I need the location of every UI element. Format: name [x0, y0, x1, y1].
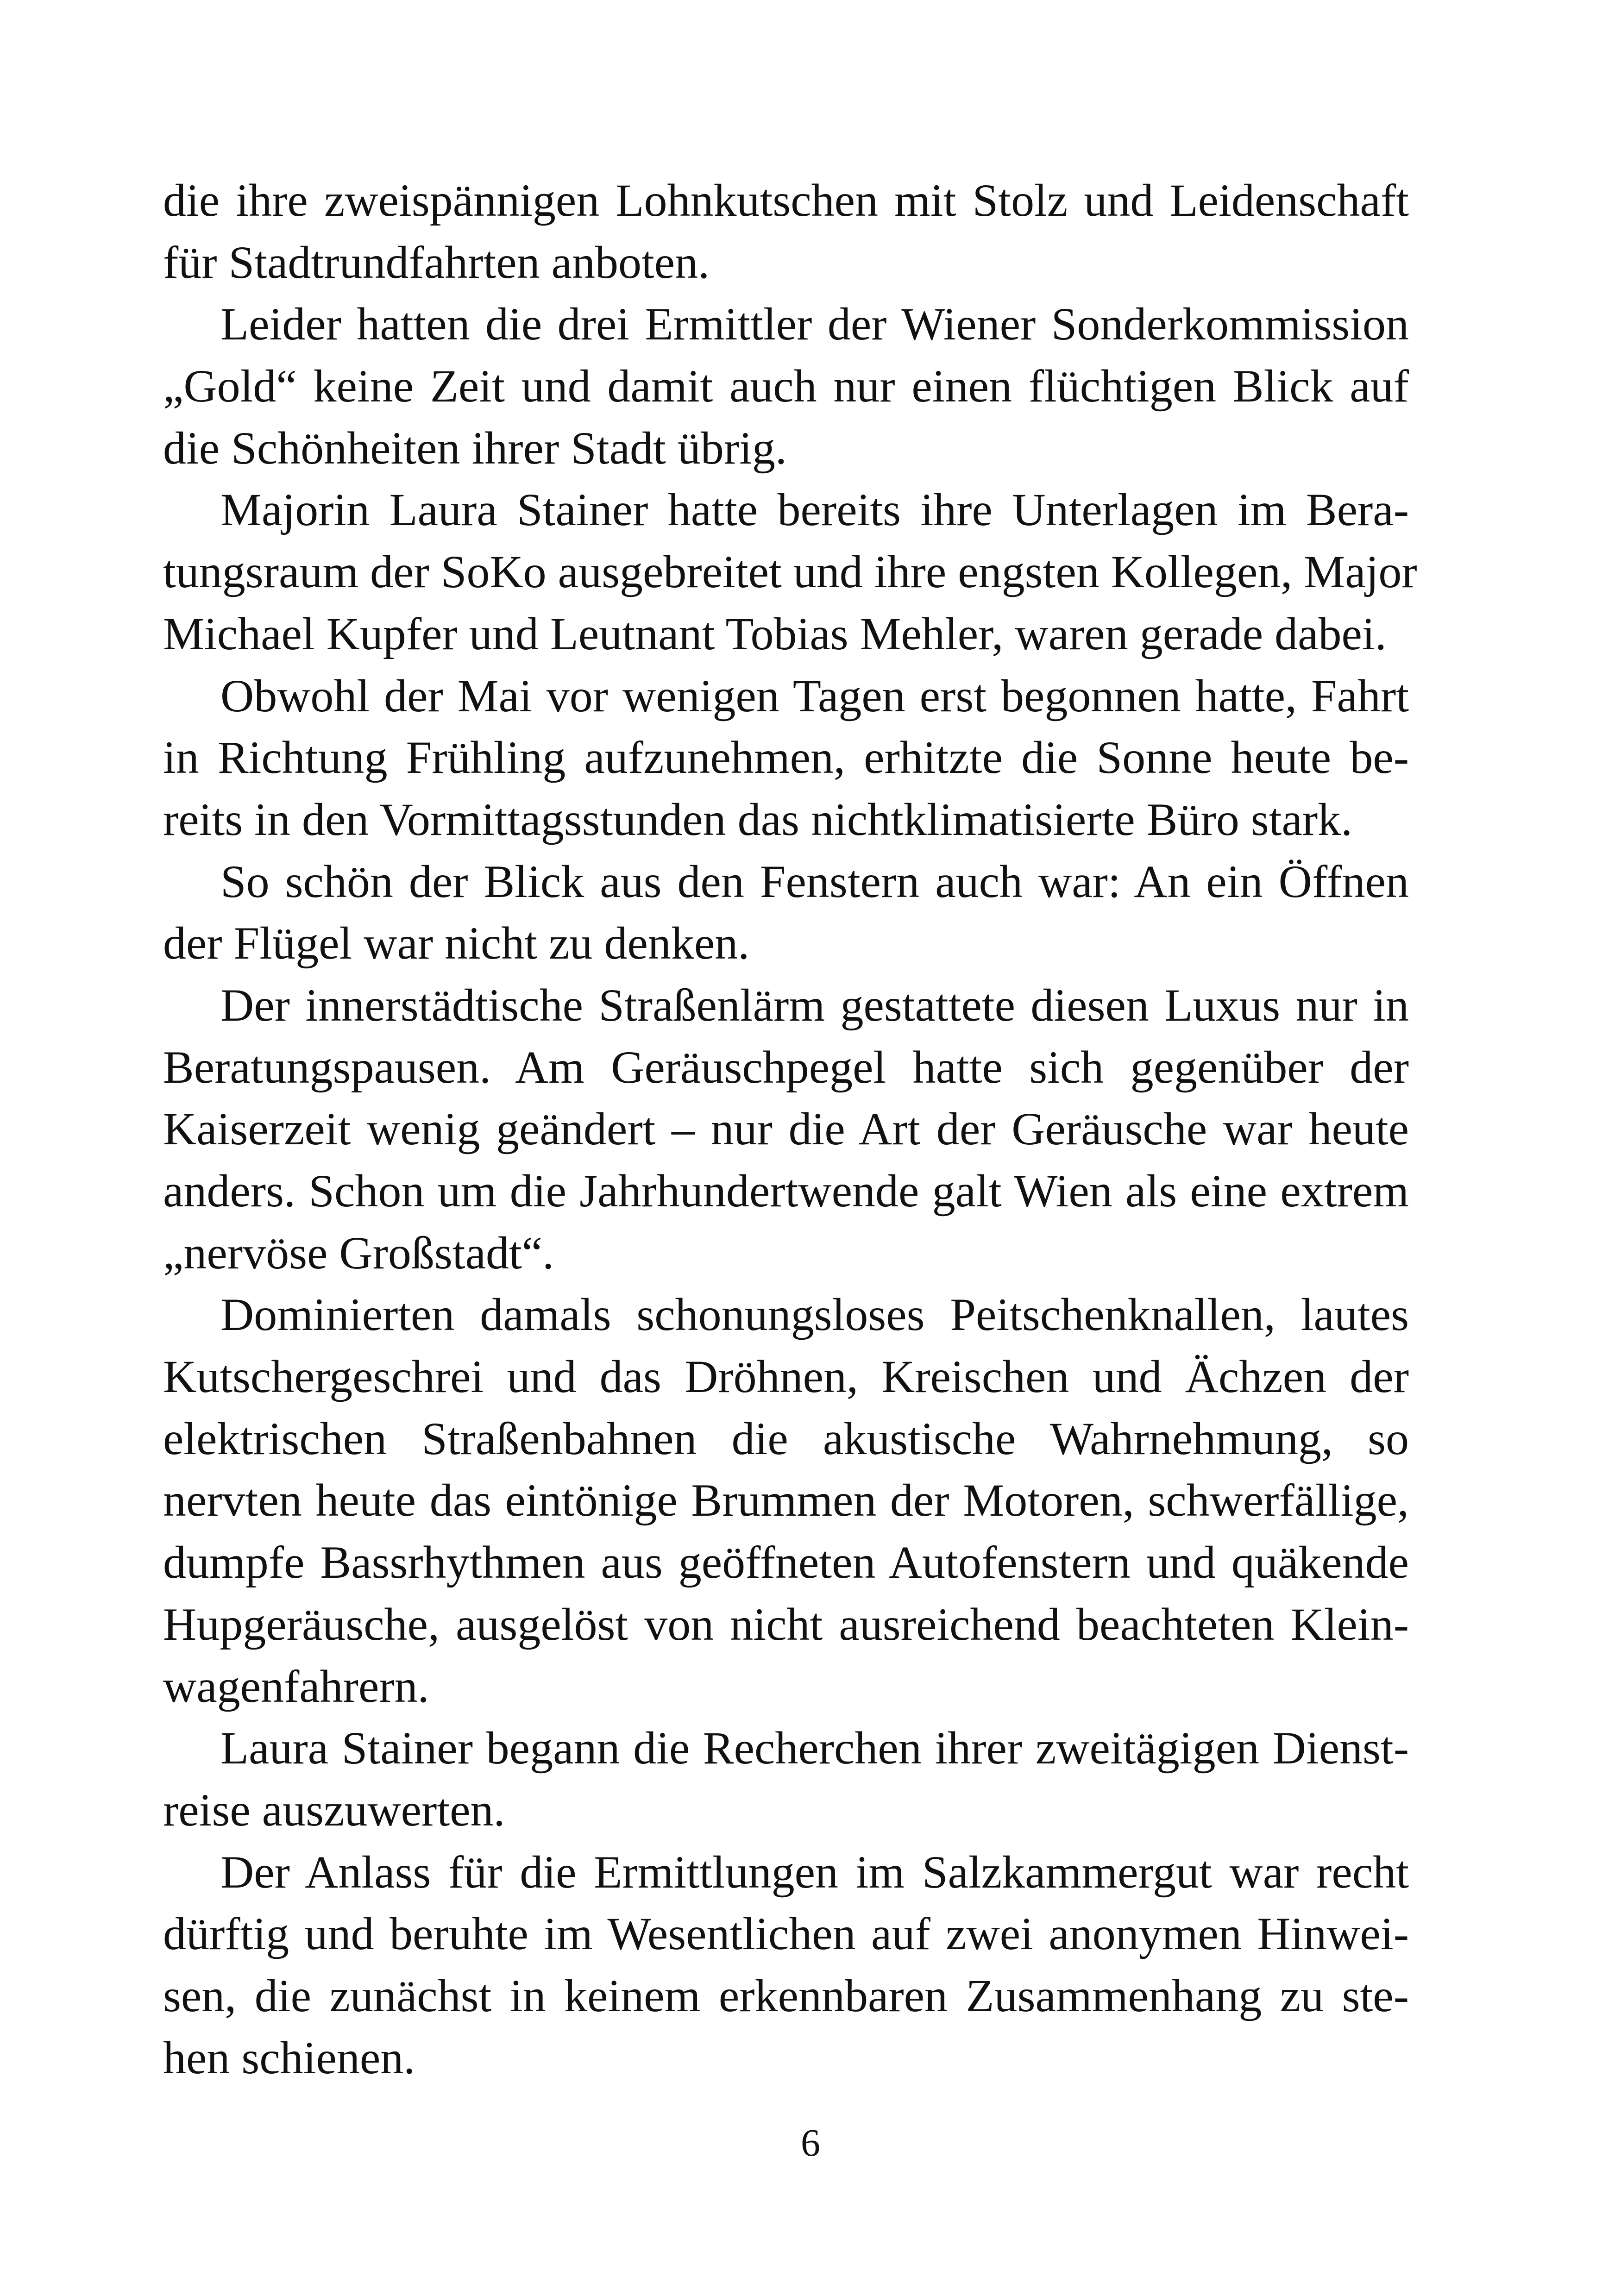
text-line: So schön der Blick aus den Fenstern auch war: An ein Öffnen: [220, 855, 1409, 907]
text-line: in Richtung Frühling aufzunehmen, erhitzte die Sonne heute be-: [163, 732, 1409, 784]
text-line: tungsraum der SoKo ausgebreitet und ihre engsten Kollegen, Major: [163, 546, 1417, 598]
text-line: dürftig und beruhte im Wesentlichen auf zwei anonymen Hinwei-: [163, 1908, 1409, 1960]
text-line: Kaiserzeit wenig geändert – nur die Art der Geräusche war heute: [163, 1103, 1409, 1155]
text-line: dumpfe Bassrhythmen aus geöffneten Autofenstern und quäkende: [163, 1537, 1409, 1588]
text-line: Michael Kupfer und Leutnant Tobias Mehler, waren gerade dabei.: [163, 608, 1387, 659]
text-line: reise auszuwerten.: [163, 1784, 505, 1836]
text-line: Der innerstädtische Straßenlärm gestattete diesen Luxus nur in: [220, 979, 1409, 1031]
text-line: Dominierten damals schonungsloses Peitschenknallen, lautes: [220, 1289, 1409, 1341]
text-line: der Flügel war nicht zu denken.: [163, 917, 750, 969]
page-number: 6: [801, 2121, 820, 2164]
text-line: „nervöse Großstadt“.: [163, 1227, 554, 1279]
body-text: [163, 169, 1417, 2089]
text-line: die Schönheiten ihrer Stadt übrig.: [163, 422, 787, 474]
text-line: sen, die zunächst in keinem erkennbaren Zusammenhang zu ste-: [163, 1970, 1409, 2021]
text-line: Obwohl der Mai vor wenigen Tagen erst begonnen hatte, Fahrt: [220, 670, 1409, 721]
text-line: Kutschergeschrei und das Dröhnen, Kreischen und Ächzen der: [163, 1351, 1409, 1403]
text-line: hen schienen.: [163, 2032, 415, 2083]
text-line: Laura Stainer begann die Recherchen ihrer zweitägigen Dienst-: [220, 1722, 1409, 1774]
text-line: elektrischen Straßenbahnen die akustische Wahrnehmung, so: [163, 1412, 1409, 1464]
text-line: Leider hatten die drei Ermittler der Wiener Sonderkommission: [220, 298, 1409, 350]
text-line: die ihre zweispännigen Lohnkutschen mit Stolz und Leidenschaft: [163, 175, 1409, 226]
text-line: nervten heute das eintönige Brummen der Motoren, schwerfällige,: [163, 1474, 1409, 1526]
text-line: reits in den Vormittagsstunden das nichtklimatisierte Büro stark.: [163, 793, 1353, 845]
text-line: Der Anlass für die Ermittlungen im Salzkammergut war recht: [220, 1846, 1409, 1898]
text-line: Beratungspausen. Am Geräuschpegel hatte sich gegenüber der: [163, 1041, 1409, 1093]
text-line: wagenfahrern.: [163, 1660, 429, 1712]
text-line: Hupgeräusche, ausgelöst von nicht ausreichend beachteten Klein-: [163, 1598, 1409, 1650]
text-line: anders. Schon um die Jahrhundertwende galt Wien als eine extrem: [163, 1165, 1409, 1217]
text-line: „Gold“ keine Zeit und damit auch nur einen flüchtigen Blick auf: [163, 360, 1409, 412]
text-line: Majorin Laura Stainer hatte bereits ihre Unterlagen im Bera-: [220, 484, 1409, 536]
text-line: für Stadtrundfahrten anboten.: [163, 236, 710, 288]
